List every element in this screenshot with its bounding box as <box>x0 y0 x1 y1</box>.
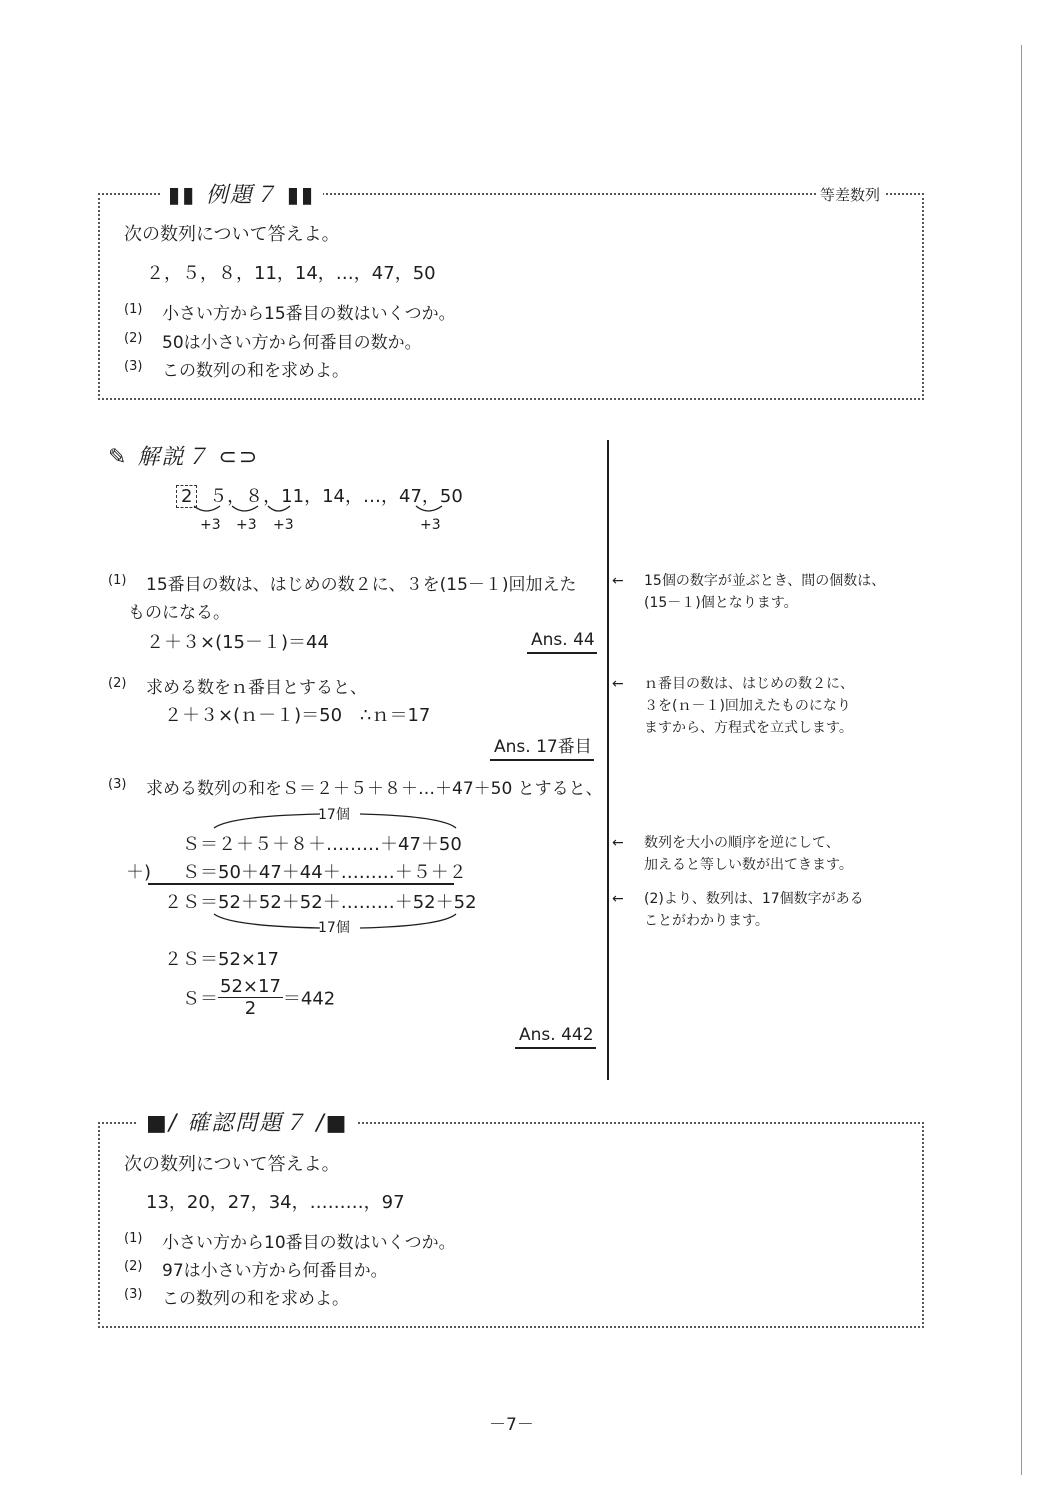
margin-rule <box>1021 45 1022 1475</box>
equation-s <box>182 976 335 1019</box>
explanation-title: 解説７ <box>137 445 210 470</box>
check-instruction: 次の数列について答えよ。 <box>124 1154 340 1175</box>
check-q1-text: 小さい方から10番目の数はいくつか。 <box>162 1233 456 1253</box>
sum-line1: Ｓ＝２＋５＋８＋………＋47＋50 <box>182 834 462 855</box>
part2-note <box>612 673 854 739</box>
part1-answer: Ans. 44 <box>527 630 597 654</box>
sum-line3: ２Ｓ＝52＋52＋52＋………＋52＋52 <box>164 892 477 913</box>
example-instruction: 次の数列について答えよ。 <box>124 224 340 245</box>
part1-line2: ものになる。 <box>128 603 230 623</box>
eq-left: Ｓ＝ <box>182 988 218 1010</box>
column-divider <box>607 440 609 1080</box>
check-q2-num: (2) <box>124 1259 143 1274</box>
left-arrow-icon: ← <box>612 676 624 692</box>
heading-block-icon: /■ <box>316 1111 349 1136</box>
sequence-rest: ５，８，11，14，…，47，50 <box>209 486 463 507</box>
part3-answer: Ans. 442 <box>515 1025 596 1049</box>
note-line: 数列を大小の順序を逆にして、 <box>644 835 840 851</box>
sum-rule <box>148 883 454 885</box>
note-line: ますから、方程式を立式します。 <box>644 720 853 736</box>
left-arrow-icon: ← <box>612 891 624 907</box>
part3-note-a <box>612 832 853 876</box>
check-q3-num: (3) <box>124 1287 143 1302</box>
note-line: (15－１)個となります。 <box>644 595 798 611</box>
part2-answer: Ans. 17番目 <box>490 732 594 761</box>
note-line: ３を(ｎ－１)回加えたものになり <box>644 698 851 714</box>
page-number: －7－ <box>489 1415 534 1435</box>
fraction <box>218 976 283 1019</box>
part3-note-b <box>612 888 864 932</box>
example-q2-text: 50は小さい方から何番目の数か。 <box>162 333 422 353</box>
check-heading <box>138 1106 356 1137</box>
left-arrow-icon: ← <box>612 835 624 851</box>
heading-bars-icon: ▮▮ <box>168 183 206 208</box>
check-title: 確認問題７ <box>187 1111 308 1136</box>
count-top-label: 17個 <box>318 807 350 823</box>
example-q1-text: 小さい方から15番目の数はいくつか。 <box>162 304 456 324</box>
part3-line1: 求める数列の和をＳ＝２＋５＋８＋…＋47＋50 とすると、 <box>146 779 603 799</box>
note-line: 加えると等しい数が出てきます。 <box>644 857 853 873</box>
part1-formula: ２＋３×(15－１)＝44 <box>146 632 329 653</box>
diff-label: +3 <box>273 517 294 533</box>
check-q3-text: この数列の和を求めよ。 <box>162 1289 349 1309</box>
left-arrow-icon: ← <box>612 573 624 589</box>
fraction-numerator: 52×17 <box>220 976 281 997</box>
example-sequence: ２，５，８，11，14，…，47，50 <box>146 263 436 284</box>
diff-label: +3 <box>200 517 221 533</box>
sequence-first-term: 2 <box>176 485 197 508</box>
example-q3-text: この数列の和を求めよ。 <box>162 361 349 381</box>
diff-label: +3 <box>236 517 257 533</box>
note-line: 15個の数字が並ぶとき、間の個数は、 <box>644 573 886 589</box>
check-q2-text: 97は小さい方から何番目か。 <box>162 1261 388 1281</box>
fraction-denominator: 2 <box>244 998 257 1019</box>
part1-line1: 15番目の数は、はじめの数２に、３を(15－１)回加えた <box>146 575 577 595</box>
part2-formula: ２＋３×(ｎ－１)＝50 ∴ｎ＝17 <box>164 705 431 726</box>
diff-arc <box>194 506 220 511</box>
example-q2-num: (2) <box>124 331 143 346</box>
example-category: 等差数列 <box>816 184 884 205</box>
check-sequence: 13，20，27，34，………，97 <box>146 1192 405 1213</box>
heading-bars-icon: ▮▮ <box>286 183 316 208</box>
note-line: ｎ番目の数は、はじめの数２に、 <box>644 676 854 692</box>
example-heading <box>160 178 323 209</box>
paperclip-icon: ⊂⊃ <box>218 445 260 470</box>
part3-num: (3) <box>108 777 127 792</box>
eq-right: ＝442 <box>282 988 336 1010</box>
example-q1-num: (1) <box>124 302 143 317</box>
part1-note <box>612 570 886 614</box>
diff-arc <box>416 506 442 511</box>
sum-line2: Ｓ＝50＋47＋44＋………＋５＋２ <box>182 862 467 883</box>
heading-block-icon: ■/ <box>146 1111 188 1136</box>
check-q1-num: (1) <box>124 1231 143 1246</box>
part1-num: (1) <box>108 573 127 588</box>
note-line: ことがわかります。 <box>644 913 769 929</box>
diff-arc <box>268 506 290 511</box>
diff-arc <box>232 506 258 511</box>
explanation-heading <box>108 440 259 471</box>
plus-sign: ＋) <box>126 862 152 883</box>
equation-2s: ２Ｓ＝52×17 <box>164 949 279 970</box>
part2-num: (2) <box>108 676 127 691</box>
diff-label: +3 <box>420 517 441 533</box>
count-bottom-label: 17個 <box>318 920 350 936</box>
pencil-icon: ✎ <box>108 445 138 470</box>
example-q3-num: (3) <box>124 359 143 374</box>
example-title: 例題７ <box>205 183 278 208</box>
difference-arcs <box>180 500 460 520</box>
note-line: (2)より、数列は、17個数字がある <box>644 891 864 907</box>
part2-line1: 求める数をｎ番目とすると、 <box>146 678 367 698</box>
